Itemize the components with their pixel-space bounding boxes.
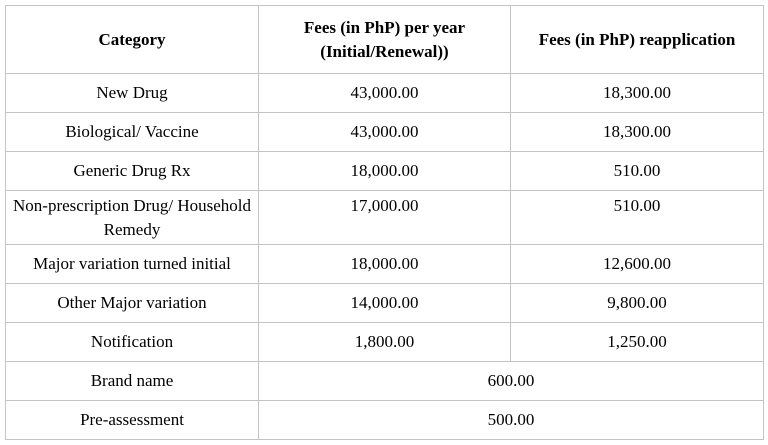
initial-fee-cell: 43,000.00 <box>259 113 511 152</box>
initial-fee-cell: 1,800.00 <box>259 323 511 362</box>
reapplication-fee-cell: 18,300.00 <box>511 74 764 113</box>
header-row <box>6 6 764 74</box>
category-cell: Biological/ Vaccine <box>6 113 259 152</box>
table-row <box>6 74 764 113</box>
table-row <box>6 284 764 323</box>
initial-fee-cell: 18,000.00 <box>259 152 511 191</box>
category-cell: Pre-assessment <box>6 401 259 440</box>
reapplication-fee-cell: 510.00 <box>511 152 764 191</box>
merged-fee-cell: 500.00 <box>259 401 764 440</box>
initial-fee-cell: 17,000.00 <box>259 191 511 245</box>
table-row <box>6 362 764 401</box>
table-row <box>6 191 764 245</box>
category-cell: Major variation turned initial <box>6 245 259 284</box>
table-row <box>6 113 764 152</box>
reapplication-fee-cell: 9,800.00 <box>511 284 764 323</box>
reapplication-fee-cell: 18,300.00 <box>511 113 764 152</box>
category-cell: Notification <box>6 323 259 362</box>
table-row <box>6 323 764 362</box>
initial-fee-cell: 18,000.00 <box>259 245 511 284</box>
reapplication-fee-cell: 12,600.00 <box>511 245 764 284</box>
merged-fee-cell: 600.00 <box>259 362 764 401</box>
initial-fee-cell: 43,000.00 <box>259 74 511 113</box>
table-row <box>6 245 764 284</box>
initial-fee-cell: 14,000.00 <box>259 284 511 323</box>
fees-table <box>5 5 764 440</box>
header-fees-per-year: Fees (in PhP) per year (Initial/Renewal)) <box>259 6 511 74</box>
reapplication-fee-cell: 1,250.00 <box>511 323 764 362</box>
header-fees-reapplication: Fees (in PhP) reapplication <box>511 6 764 74</box>
table-row <box>6 401 764 440</box>
category-cell: Other Major variation <box>6 284 259 323</box>
category-cell: Brand name <box>6 362 259 401</box>
category-cell: New Drug <box>6 74 259 113</box>
category-cell: Non-prescription Drug/ Household Remedy <box>6 191 259 245</box>
table-row <box>6 152 764 191</box>
header-category: Category <box>6 6 259 74</box>
category-cell: Generic Drug Rx <box>6 152 259 191</box>
reapplication-fee-cell: 510.00 <box>511 191 764 245</box>
